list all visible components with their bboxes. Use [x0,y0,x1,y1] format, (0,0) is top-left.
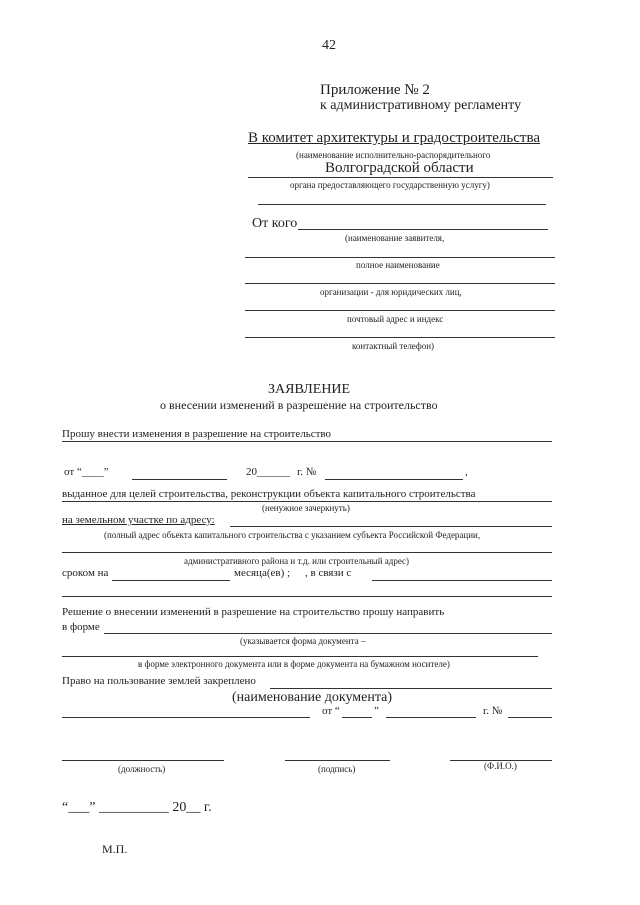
from-hint-2: полное наименование [356,260,440,270]
position-hint: (должность) [118,764,166,774]
from-line-5[interactable] [245,337,555,338]
doc-number-line[interactable] [508,717,552,718]
comma: , [465,466,468,478]
signature-line[interactable] [285,760,390,761]
form-hint-2: в форме электронного документа или в форме документа на бумажном носителе) [138,659,450,669]
number-line[interactable] [325,479,463,480]
statement-subtitle: о внесении изменений в разрешение на строительство [160,398,438,412]
doc-quote-close: ” [374,705,379,717]
land-plot-label: на земельном участке по адресу: [62,514,215,526]
form-line-1[interactable] [104,633,552,634]
from-line-4[interactable] [245,310,555,311]
from-line-1[interactable] [298,229,548,230]
land-right-label: Право на пользование землей закреплено [62,675,256,687]
from-line-3[interactable] [245,283,555,284]
doc-name-line[interactable] [62,717,310,718]
address-hint-2: административного района и т.д. или строительный адрес) [184,556,410,566]
from-hint-5: контактный телефон) [352,341,435,351]
term-label: сроком на [62,567,109,579]
recipient-line[interactable] [258,204,546,205]
decision-text: Решение о внесении изменений в разрешение на строительство прошу направить [62,606,445,618]
reason-line-2[interactable] [62,596,552,597]
address-line-1[interactable] [230,526,552,527]
term-line[interactable] [112,580,230,581]
region-underline [248,177,553,178]
page-number: 42 [322,38,336,53]
signature-hint: (подпись) [318,764,356,774]
request-line: Прошу внести изменения в разрешение на строительство [62,428,332,440]
issued-for: выданное для целей строительства, реконструкции объекта капитального строительства [62,488,476,500]
form-line-2[interactable] [62,656,538,657]
doc-name-hint: (наименование документа) [232,690,393,705]
land-right-line[interactable] [270,688,552,689]
fio-hint: (Ф.И.О.) [484,761,517,771]
doc-day-line[interactable] [342,717,372,718]
committee-hint: (наименование исполнительно-распорядительного [296,150,491,160]
year-20: 20______ [246,466,290,478]
from-hint-1: (наименование заявителя, [345,233,445,243]
statement-title: ЗАЯВЛЕНИЕ [268,382,351,397]
appendix-title: Приложение № 2 [320,82,430,98]
months-label: месяца(ев) ; [234,567,291,579]
from-line-2[interactable] [245,257,555,258]
in-form-label: в форме [62,621,100,633]
region-hint: органа предоставляющего государственную услугу) [290,180,490,190]
doc-date-from: от “ [322,705,340,717]
strike-hint: (ненужное зачеркнуть) [262,503,350,513]
doc-month-line[interactable] [386,717,476,718]
from-hint-4: почтовый адрес и индекс [347,314,444,324]
reason-line-1[interactable] [372,580,552,581]
request-underline[interactable] [62,441,552,442]
due-to-label: , в связи с [305,567,352,579]
footer-date: “___” __________ 20__ г. [62,800,212,815]
month-line[interactable] [132,479,227,480]
address-hint-1: (полный адрес объекта капитального строительства с указанием субъекта Российской Федерации, [104,530,481,540]
position-line[interactable] [62,760,224,761]
issued-for-underline [62,501,552,502]
address-line-2[interactable] [62,552,552,553]
committee-name: В комитет архитектуры и градостроительства [248,130,541,146]
date-from: от “____” [64,466,109,478]
from-label: От кого [252,216,298,231]
form-hint-1: (указывается форма документа – [240,636,366,646]
number-label: г. № [297,466,317,478]
stamp-label: М.П. [102,842,128,856]
region-name: Волгоградской области [325,160,474,176]
appendix-subtitle: к административному регламенту [320,98,522,113]
doc-number-label: г. № [483,705,503,717]
from-hint-3: организации - для юридических лиц, [320,287,462,297]
